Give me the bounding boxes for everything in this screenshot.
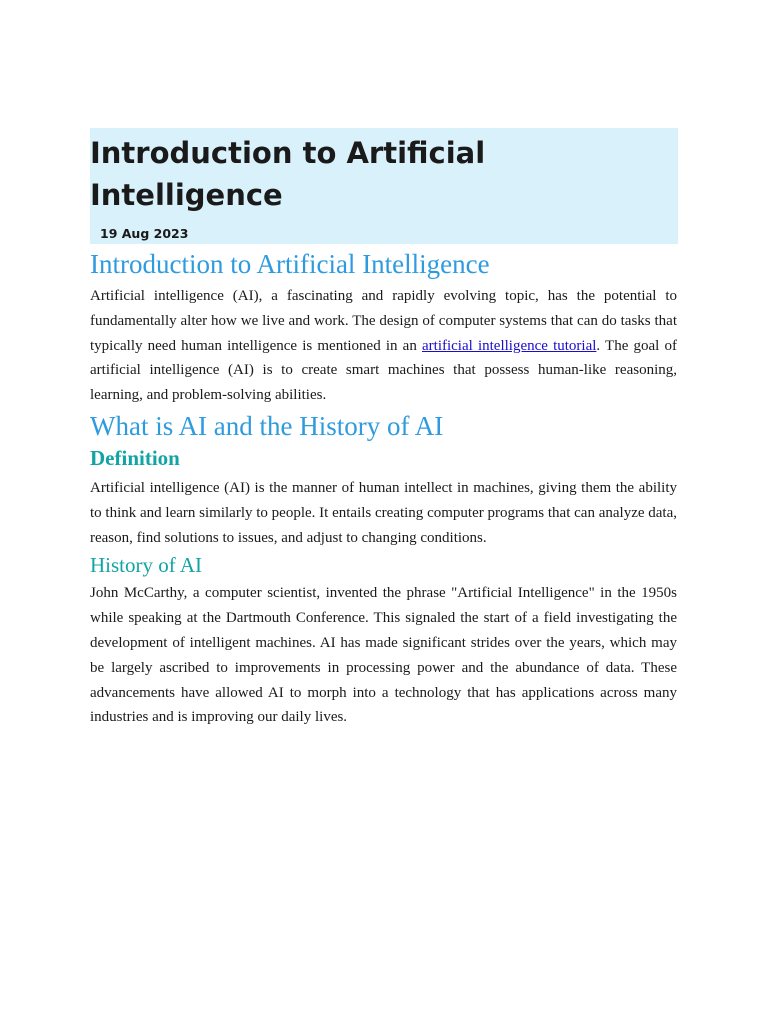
history-heading: History of AI [90,553,202,578]
publish-date: 19 Aug 2023 [100,226,189,241]
section-heading-introduction: Introduction to Artificial Intelligence [90,249,490,279]
intro-text-start: Artificial intelligence (AI), a fascinating and rapidly evolving topic, has the potential to fundamentally alter how we live and work. The design of computer systems that can do tasks that typically need human intelligence is mentioned in an [90,288,677,354]
title-banner [90,128,678,244]
article-body [90,244,677,730]
intro-text-end: . The goal of artificial intelligence (AI) is to create smart machines that possess human-like reasoning, learning, and problem-solving abilities. [90,337,677,404]
history-paragraph: John McCarthy, a computer scientist, invented the phrase "Artificial Intelligence" in the 1950s while speaking at the Dartmouth Conference. This signaled the start of a field investigating the development of intelligent machines. AI has made significant strides over the years, which may be largely ascribed to improvements in processing power and the abundance of data. These advancements have allowed AI to morph into a technology that has applications across many industries and is improving our daily lives. [90,585,677,726]
section-heading-history-overview: What is AI and the History of AI [90,410,444,441]
definition-heading: Definition [90,445,180,470]
definition-paragraph: Artificial intelligence (AI) is the manner of human intellect in machines, giving them the ability to think and learn similarly to people. It entails creating computer programs that can analyze data, reason, find solutions to issues, and adjust to changing conditions. [90,479,677,546]
page-title: Introduction to Artificial Intelligence [90,136,486,212]
intro-paragraph [90,284,677,408]
ai-tutorial-link[interactable]: artificial intelligence tutorial [422,337,597,354]
